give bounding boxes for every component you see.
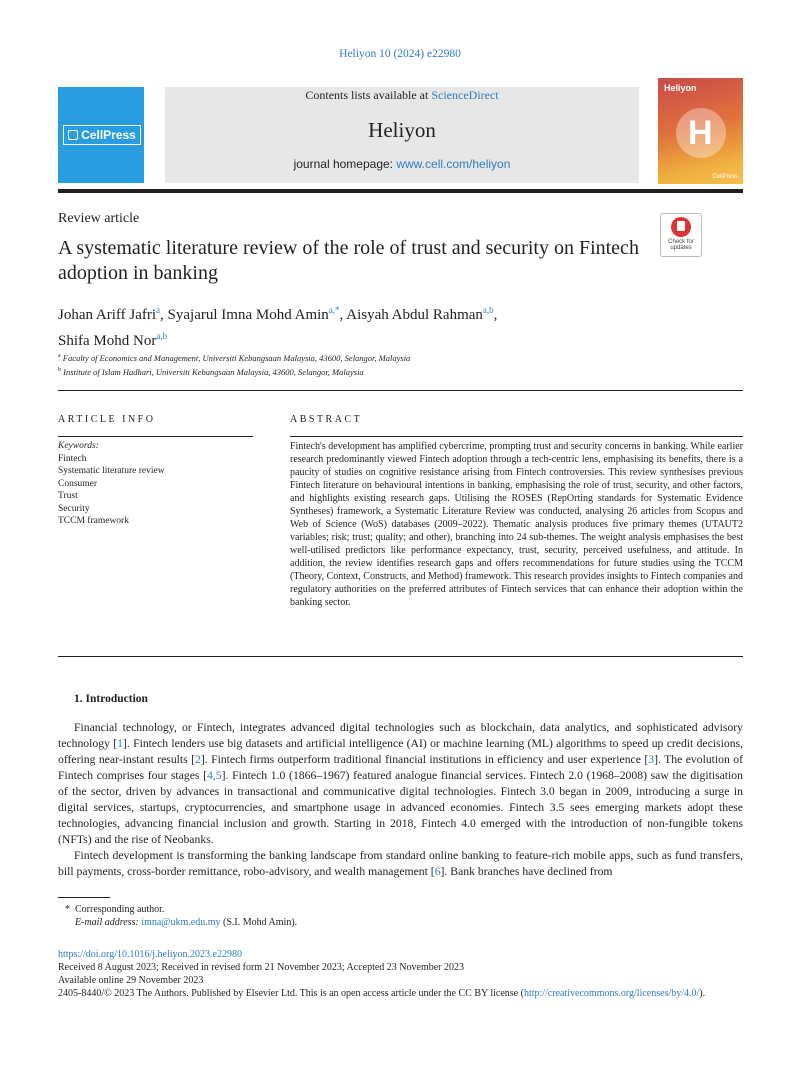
keywords-label: Keywords: — [58, 441, 99, 451]
affiliation-item: $^a$ Faculty of Economics and Management, Universiti Kebangsaan Malaysia, 43600, Selangor, Malaysia — [58, 352, 411, 363]
available-online: Available online 29 November 2023 — [58, 975, 204, 986]
abstract-bottom-rule — [58, 656, 743, 657]
reference-link[interactable]: 1 — [117, 737, 123, 750]
author-name[interactable]: Shifa Mohd Nor — [58, 333, 157, 349]
article-info-rule — [58, 436, 253, 437]
keyword-item: Systematic literature review — [58, 466, 165, 476]
keyword-item: Trust — [58, 491, 78, 501]
license-link[interactable]: http://creativecommons.org/licenses/by/4.0/ — [523, 988, 700, 999]
author-affil-mark[interactable]: a,* — [328, 305, 340, 315]
journal-citation[interactable]: Heliyon 10 (2024) e22980 — [339, 48, 461, 60]
publication-info — [58, 948, 743, 1000]
email-link[interactable]: imna@ukm.edu.my — [141, 917, 221, 928]
journal-masthead — [165, 87, 639, 183]
doi-link[interactable]: https://doi.org/10.1016/j.heliyon.2023.e22980 — [58, 949, 242, 960]
license-statement: 2405-8440/© 2023 The Authors. Published by Elsevier Ltd. This is an open access article under the CC BY license (http://creativecommons.org/licenses/by/4.0/). — [58, 988, 706, 999]
paragraph: Fintech development is transforming the banking landscape from standard online banking to feature-rich mobile apps, such as fund transfers, bill payments, cross-border remittance, robo-advisory, and wealth management [6]. Bank branches have declined from — [58, 849, 743, 878]
author-name[interactable]: Johan Ariff Jafri — [58, 307, 157, 323]
author-list: Johan Ariff Jafri$^a$, Syajarul Imna Mohd Amin$^{a,*}$, Aisyah Abdul Rahman$^{a,b}$, Shifa Mohd Nor$^{a,b}$ — [58, 305, 498, 349]
abstract-heading: ABSTRACT — [290, 414, 363, 425]
keywords-list — [58, 440, 165, 528]
contents-line: Contents lists available at ScienceDirect — [305, 88, 499, 102]
keyword-item: Security — [58, 503, 90, 514]
sciencedirect-link[interactable]: ScienceDirect — [431, 88, 499, 102]
author-name[interactable]: Syajarul Imna Mohd Amin — [167, 307, 329, 323]
article-type: Review article — [58, 211, 140, 226]
article-info-heading: ARTICLE INFO — [58, 414, 156, 425]
cellpress-lock-icon — [68, 130, 78, 140]
cover-journal-name: Heliyon — [664, 83, 697, 93]
header-rule — [58, 189, 743, 193]
author-affil-mark[interactable]: a,b — [156, 331, 168, 341]
email-line: E-mail address: imna@ukm.edu.my (S.I. Mohd Amin). — [75, 917, 298, 928]
check-for-updates-button[interactable] — [660, 213, 702, 257]
cellpress-logo-mark — [63, 125, 141, 145]
bookmark-icon — [671, 217, 691, 237]
keyword-item: Fintech — [58, 453, 87, 464]
introduction-body — [58, 720, 743, 880]
paragraph: Financial technology, or Fintech, integrates advanced digital technologies such as blockchain, data analytics, and sophisticated advisory technology [1]. Fintech lenders use big datasets and artificial intelligence (AI) or machine learning (ML) algorithms to speed up credit decisions, offering near-instant results [2]. Fintech firms outperform traditional financial institutions in efficiency and user experience [3]. The evolution of Fintech comprises four stages [4,5]. Fintech 1.0 (1866–1967) featured analogue financial services. Fintech 2.0 (1968–2008) saw the digitisation of the sector, driven by advances in transactional and communicative digital technologies. Fintech 3.0 began in 2009, introducing a surge in digital services, startups, cryptocurrencies, and smartphone usage in advanced economies. Fintech 3.5 sees emerging markets adopt these technologies, advancing financial inclusion and growth. Starting in 2018, Fintech 4.0 emerged with the introduction of non-fungible tokens (NFTs) and the rise of Neobanks. — [58, 721, 744, 846]
author-affil-mark[interactable]: a,b — [482, 305, 494, 315]
corresponding-author-note: * Corresponding author. — [65, 904, 165, 915]
keyword-item: Consumer — [58, 478, 98, 489]
author-name[interactable]: Aisyah Abdul Rahman — [346, 307, 483, 323]
received-dates: Received 8 August 2023; Received in revised form 21 November 2023; Accepted 23 November 2023 — [58, 962, 465, 973]
cover-h-icon: H — [688, 114, 713, 152]
check-for-updates-label: Check for updates — [668, 239, 694, 251]
footnote-rule — [58, 897, 110, 898]
affiliations — [58, 350, 410, 378]
section-heading-introduction: 1. Introduction — [74, 693, 148, 705]
reference-link[interactable]: 3 — [648, 753, 655, 766]
author-affil-mark[interactable]: a — [156, 305, 161, 315]
footnote — [65, 903, 297, 929]
keyword-item: TCCM framework — [58, 516, 129, 526]
reference-link[interactable]: 2 — [195, 753, 201, 766]
reference-link[interactable]: 6 — [434, 865, 441, 878]
affiliation-rule — [58, 390, 743, 391]
cellpress-logo — [58, 87, 144, 183]
reference-link[interactable]: 4,5 — [207, 769, 222, 782]
abstract-rule — [290, 436, 743, 437]
homepage-line: journal homepage: www.cell.com/heliyon — [293, 157, 511, 171]
journal-name: Heliyon — [368, 118, 436, 142]
abstract-text: Fintech's development has amplified cybercrime, prompting trust and security concerns in banking. While earlier research predominantly viewed Fintech adoption through a tech-centric lens, emphasising its benefits, there is a paucity of studies on cognitive resistance arising from Fintech controversies. This review synthesises previous Fintech literature on behavioural intentions in banking, emphasising the role of trust, security, and other factors, and highlights existing research gaps. Utilising the ROSES (RepOrting standards for Systematic Evidence Syntheses) framework, a Systematic Literature Review was conducted, analysing 26 articles from Scopus and Web of Science (WoS) databases (2009–2022). Thematic analysis produces five primary themes (UTAUT2 variables; risk; trust; quality; and other), branching into 24 sub-themes. The weight analysis emphasises the best well-utilised predictors like performance expectancy, trust, security, perceived usefulness, and attitude. In addition, the review identifies research gaps and offers recommendations for future studies using the TCCM (Theory, Context, Constructs, and Method) framework. This research provides insights to Fintech companies and regulatory authorities on the preferred attributes of Fintech services that can enhance their adoption within the banking sector. — [290, 441, 743, 608]
homepage-link[interactable]: www.cell.com/heliyon — [396, 157, 511, 171]
cellpress-logo-text: CellPress — [81, 128, 136, 142]
journal-cover-thumbnail[interactable] — [658, 78, 743, 184]
article-title: A systematic literature review of the role of trust and security on Fintech adoption in banking — [58, 237, 639, 284]
affiliation-item: $^b$ Institute of Islam Hadhari, Universiti Kebangsaan Malaysia, 43600, Selangor, Malaysia — [58, 366, 364, 377]
cover-publisher: CellPress — [712, 174, 738, 180]
